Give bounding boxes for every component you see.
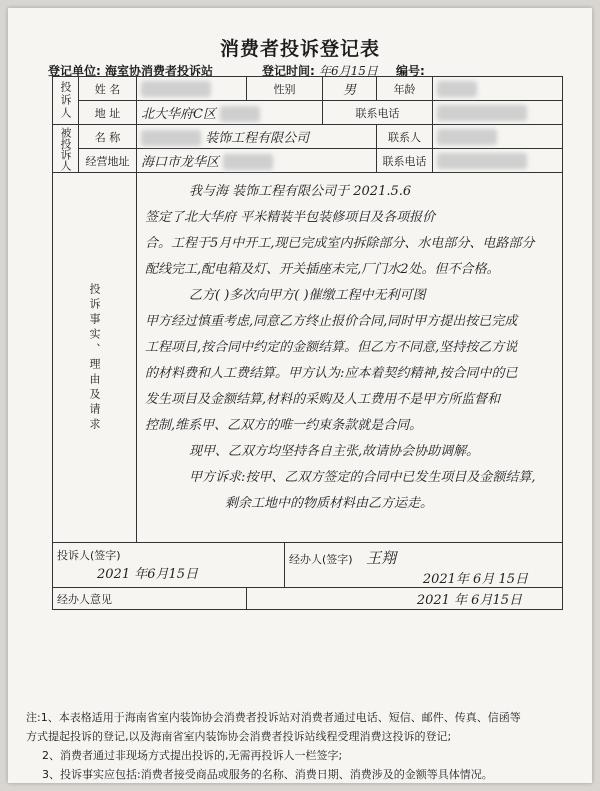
complaint-form-paper bbox=[8, 8, 592, 783]
contact-person-value bbox=[433, 125, 563, 149]
form-title: 消费者投诉登记表 bbox=[219, 38, 380, 60]
age-label: 年龄 bbox=[377, 77, 433, 101]
complainant-signature-date: 2021 年6月15日 bbox=[97, 567, 199, 582]
complaint-line: 发生项目及金额结算,材料的采购及人工费用不是甲方所监督和 bbox=[145, 392, 501, 407]
time-label: 登记时间: bbox=[262, 64, 315, 78]
handler-signature-date: 2021年 6月 15日 bbox=[422, 572, 528, 587]
gender-label: 性别 bbox=[247, 77, 323, 101]
unit-label: 登记单位: bbox=[48, 64, 101, 78]
note-line: 2、消费者通过非现场方式提出投诉的,无需再投诉人一栏签字; bbox=[42, 749, 343, 762]
complaint-line: 我与海 装饰工程有限公司于 2021.5.6 bbox=[189, 184, 412, 199]
complaint-line: 的材料费和人工费结算。甲方认为:应本着契约精神,按合同中的已 bbox=[145, 366, 518, 381]
handler-signature-cell bbox=[285, 543, 563, 588]
complainant-section-label: 投诉人 bbox=[53, 77, 79, 125]
address-label: 地 址 bbox=[79, 101, 137, 125]
handler-opinion-date: 2021 年 6月15日 bbox=[247, 588, 563, 610]
name-value bbox=[137, 77, 247, 101]
complaint-line: 配线完工,配电箱及灯、开关插座未完,厂门水2处。但不合格。 bbox=[145, 262, 500, 277]
business-address-value: 海口市龙华区 bbox=[137, 149, 377, 173]
complaint-content bbox=[137, 173, 563, 543]
business-address-label: 经营地址 bbox=[79, 149, 137, 173]
complaint-line: 甲方经过慎重考虑,同意乙方终止报价合同,同时甲方提出按已完成 bbox=[145, 314, 518, 329]
complaint-line: 剩余工地中的物质材料由乙方运走。 bbox=[225, 496, 434, 511]
address-value: 北大华府C区 bbox=[137, 101, 323, 125]
complaint-line: 甲方诉求:按甲、乙双方签定的合同中已发生项目及金额结算, bbox=[189, 470, 536, 485]
complaint-line: 合。工程于5月中开工,现已完成室内拆除部分、水电部分、电路部分 bbox=[145, 236, 535, 251]
complaint-section-label: 投诉事实、理由及请求 bbox=[53, 173, 137, 543]
handler-signature: 王翔 bbox=[366, 549, 397, 567]
note-line: 3、投诉事实应包括:消费者接受商品或服务的名称、消费日期、消费涉及的金额等具体情况。 bbox=[42, 768, 493, 781]
age-value bbox=[433, 77, 563, 101]
contact-person-label: 联系人 bbox=[377, 125, 433, 149]
time-value: 年6月15日 bbox=[319, 64, 378, 78]
handler-opinion-label: 经办人意见 bbox=[53, 588, 247, 610]
complainant-signature-cell bbox=[53, 543, 285, 588]
complainant-signature-label: 投诉人(签字) bbox=[57, 549, 121, 562]
complaint-line: 现甲、乙双方均坚持各自主张,故请协会协助调解。 bbox=[189, 444, 480, 459]
note-line: 方式提起投诉的登记,以及海南省室内装饰协会消费者投诉站线程受理消费这投诉的登记; bbox=[26, 730, 452, 743]
complaint-line: 工程项目,按合同中约定的金额结算。但乙方不同意,坚持按乙方说 bbox=[145, 340, 518, 355]
note-line: 注:1、本表格适用于海南省室内装饰协会消费者投诉站对消费者通过电话、短信、邮件、传真、信函等 bbox=[26, 711, 521, 724]
complaint-line: 签定了北大华府 平米精装半包装修项目及各项报价 bbox=[145, 210, 436, 225]
respondent-section-label: 被投诉人 bbox=[53, 125, 79, 173]
form-notes bbox=[26, 708, 586, 784]
handler-signature-label: 经办人(签字) bbox=[289, 553, 353, 566]
complaint-table bbox=[52, 76, 563, 610]
complaint-line: 控制,维系甲、乙双方的唯一约束条款就是合同。 bbox=[145, 418, 423, 433]
complaint-line: 乙方( )多次向甲方( )催缴工程中无利可图 bbox=[189, 288, 426, 303]
complainant-phone-value bbox=[433, 101, 563, 125]
complainant-phone-label: 联系电话 bbox=[323, 101, 433, 125]
gender-value: 男 bbox=[323, 77, 377, 101]
name-label: 姓 名 bbox=[79, 77, 137, 101]
respondent-phone-value bbox=[433, 149, 563, 173]
respondent-name-value: 装饰工程有限公司 bbox=[137, 125, 377, 149]
number-label: 编号: bbox=[396, 64, 425, 78]
respondent-phone-label: 联系电话 bbox=[377, 149, 433, 173]
respondent-name-label: 名 称 bbox=[79, 125, 137, 149]
unit-value: 海室协消费者投诉站 bbox=[105, 64, 214, 78]
